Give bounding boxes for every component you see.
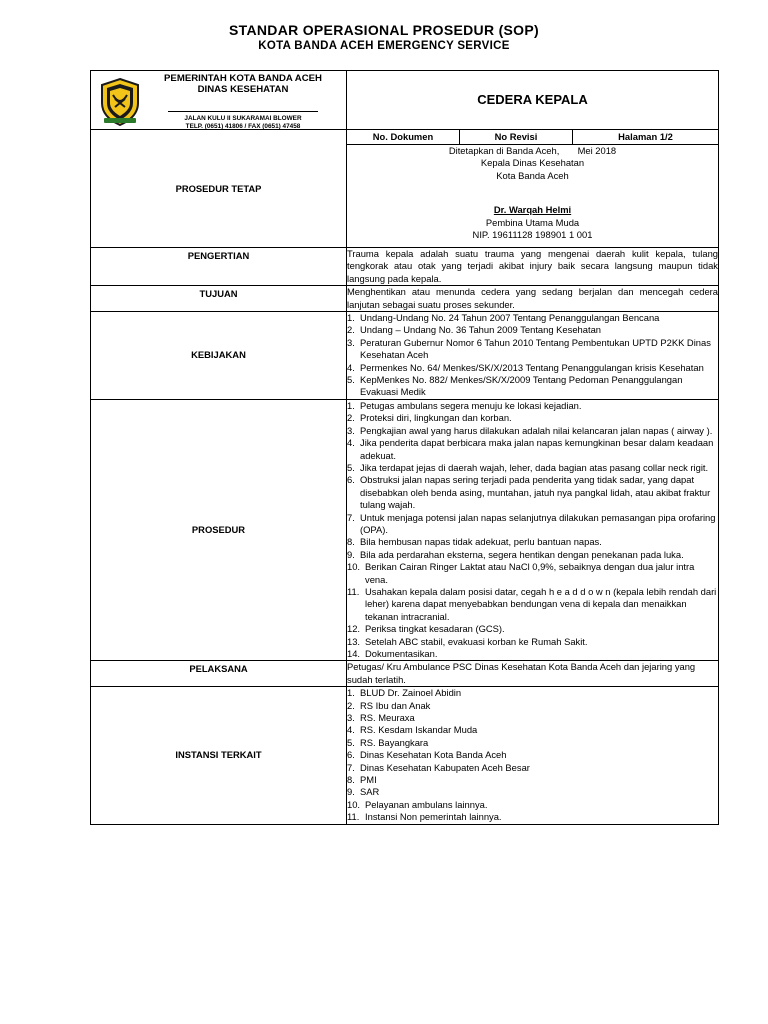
section-label-kebijakan: KEBIJAKAN <box>91 312 347 400</box>
pelaksana-text: Petugas/ Kru Ambulance PSC Dinas Kesehatan Kota Banda Aceh dan jejaring yang sudah terlatih. <box>347 661 719 687</box>
instansi-item-text: Pelayanan ambulans lainnya. <box>365 798 488 810</box>
instansi-item <box>347 737 718 749</box>
instansi-item-number: 7. <box>347 761 355 773</box>
prosedur-cell <box>347 399 719 661</box>
kebijakan-item <box>347 362 718 374</box>
instansi-item-number: 1. <box>347 687 355 699</box>
doc-number-label: No. Dokumen <box>347 130 460 145</box>
instansi-item-number: 6. <box>347 749 355 761</box>
instansi-item-number: 11. <box>347 811 360 823</box>
prosedur-item <box>347 536 718 548</box>
prosedur-item-number: 5. <box>347 461 355 473</box>
instansi-item-text: Dinas Kesehatan Kota Banda Aceh <box>360 749 507 761</box>
instansi-item-number: 4. <box>347 724 355 736</box>
prosedur-item-number: 14. <box>347 648 361 659</box>
instansi-item <box>347 749 718 761</box>
approval-place-date: Ditetapkan di Banda Aceh, Mei 2018 <box>448 145 617 156</box>
approval-block <box>347 145 719 248</box>
prosedur-item-text: Jika terdapat jejas di daerah wajah, leher, dada bagian atas pasang collar neck rigit. <box>360 461 709 473</box>
prosedur-item <box>347 412 718 424</box>
tujuan-text: Menghentikan atau menunda cedera yang sedang berjalan dan mencegah cedera lanjutan sebagai suatu proses sekunder. <box>347 286 718 310</box>
instansi-item <box>347 786 718 798</box>
prosedur-item <box>347 425 718 437</box>
section-label-tujuan: TUJUAN <box>91 286 347 312</box>
prosedur-item-number: 2. <box>347 412 355 424</box>
prosedur-item <box>347 512 718 537</box>
prosedur-item <box>347 437 718 462</box>
prosedur-item-text: Bila ada perdarahan eksterna, segera hentikan dengan penekanan pada luka. <box>360 548 684 560</box>
prosedur-item-number: 1. <box>347 399 355 411</box>
prosedur-item-number: 9. <box>347 548 355 560</box>
kebijakan-cell <box>347 312 719 400</box>
org-name: PEMERINTAH KOTA BANDA ACEH <box>164 73 322 84</box>
prosedur-item-text: Usahakan kepala dalam posisi datar, cegah h e a d d o w n (kepala lebih rendah dari leher) karena dapat menyebabkan bendungan vena di kepala dan menaikkan tekanan intracranial. <box>365 585 717 622</box>
instansi-item-text: RS. Meuraxa <box>360 712 415 724</box>
prosedur-item-text: Dokumentasikan. <box>365 648 438 659</box>
prosedur-item-text: Untuk menjaga potensi jalan napas selanjutnya dilakukan pemasangan pipa orofaring (OPA). <box>360 511 716 535</box>
banda-aceh-crest-icon <box>98 77 142 127</box>
instansi-item-text: RS. Bayangkara <box>360 736 429 748</box>
prosedur-item <box>347 648 718 660</box>
section-label-prosedur-tetap: PROSEDUR TETAP <box>91 130 347 248</box>
kebijakan-item-number: 4. <box>347 361 355 373</box>
prosedur-item <box>347 623 718 635</box>
page-label: Halaman 1/2 <box>573 130 719 145</box>
section-label-prosedur: PROSEDUR <box>91 399 347 661</box>
approval-rank: Pembina Utama Muda <box>485 216 580 228</box>
sop-table <box>90 70 719 825</box>
instansi-item-number: 2. <box>347 699 355 711</box>
instansi-item-text: Dinas Kesehatan Kabupaten Aceh Besar <box>360 761 530 773</box>
instansi-item <box>347 774 718 786</box>
instansi-cell <box>347 687 719 824</box>
kebijakan-item-text: KepMenkes No. 882/ Menkes/SK/X/2009 Tentang Pedoman Penanggulangan Evakuasi Medik <box>360 374 683 398</box>
kebijakan-item <box>347 337 718 362</box>
prosedur-item-text: Periksa tingkat kesadaran (GCS). <box>365 623 505 635</box>
prosedur-item-text: Jika penderita dapat berbicara maka jalan napas kemungkinan besar dalam keadaan adekuat. <box>360 437 714 461</box>
kebijakan-item-number: 2. <box>347 324 355 336</box>
document-title: STANDAR OPERASIONAL PROSEDUR (SOP) <box>229 22 539 38</box>
org-header-cell <box>91 71 347 130</box>
document-subtitle: KOTA BANDA ACEH EMERGENCY SERVICE <box>258 40 510 52</box>
prosedur-item <box>347 586 718 623</box>
prosedur-item-number: 4. <box>347 437 355 449</box>
kebijakan-item-number: 1. <box>347 312 355 324</box>
instansi-item-number: 8. <box>347 774 355 786</box>
pengertian-text: Trauma kepala adalah suatu trauma yang mengenai daerah kulit kepala, tulang tengkorak atau otak yang terjadi akibat injury baik secara langsung maupun tidak langsung pada kepala. <box>347 248 718 284</box>
prosedur-item-text: Setelah ABC stabil, evakuasi korban ke Rumah Sakit. <box>365 635 588 647</box>
org-phone: TELP. (0651) 41806 / FAX (0651) 47458 <box>185 123 301 130</box>
revision-label: No Revisi <box>460 130 573 145</box>
kebijakan-item-text: Undang-Undang No. 24 Tahun 2007 Tentang Penanggulangan Bencana <box>360 312 660 324</box>
instansi-list <box>347 687 718 823</box>
org-department: DINAS KESEHATAN <box>197 84 289 95</box>
prosedur-item-text: Proteksi diri, lingkungan dan korban. <box>360 412 512 424</box>
approval-city: Kota Banda Aceh <box>496 169 569 181</box>
prosedur-list <box>347 400 718 661</box>
instansi-item-text: PMI <box>360 774 377 786</box>
prosedur-item-text: Berikan Cairan Ringer Laktat atau NaCl 0,9%, sebaiknya dengan dua jalur intra vena. <box>365 561 695 585</box>
instansi-item <box>347 712 718 724</box>
instansi-item <box>347 799 718 811</box>
prosedur-item-text: Pengkajian awal yang harus dilakukan adalah nilai kelancaran jalan napas ( airway ). <box>360 424 713 436</box>
approval-position: Kepala Dinas Kesehatan <box>480 157 585 169</box>
prosedur-item <box>347 462 718 474</box>
instansi-item <box>347 700 718 712</box>
kebijakan-item <box>347 324 718 336</box>
prosedur-item <box>347 474 718 511</box>
instansi-item <box>347 811 718 823</box>
prosedur-item-number: 3. <box>347 424 355 436</box>
section-label-instansi: INSTANSI TERKAIT <box>91 687 347 824</box>
section-label-pengertian: PENGERTIAN <box>91 248 347 286</box>
prosedur-item <box>347 549 718 561</box>
topic-title: CEDERA KEPALA <box>347 71 719 130</box>
org-block <box>143 73 343 131</box>
prosedur-item-number: 11. <box>347 585 360 597</box>
kebijakan-list <box>347 312 718 399</box>
kebijakan-item-text: Peraturan Gubernur Nomor 6 Tahun 2010 Tentang Pembentukan UPTD P2KK Dinas Kesehatan Aceh <box>360 336 711 361</box>
instansi-item-text: Instansi Non pemerintah lainnya. <box>365 811 502 823</box>
instansi-item-text: RS. Kesdam Iskandar Muda <box>360 724 478 736</box>
prosedur-item <box>347 561 718 586</box>
instansi-item-number: 3. <box>347 712 355 724</box>
instansi-item-number: 5. <box>347 736 355 748</box>
kebijakan-item-number: 3. <box>347 336 355 348</box>
instansi-item-number: 10. <box>347 798 361 810</box>
prosedur-item-number: 13. <box>347 635 361 647</box>
kebijakan-item <box>347 312 718 324</box>
kebijakan-item <box>347 374 718 399</box>
kebijakan-item-number: 5. <box>347 374 355 386</box>
prosedur-item-number: 7. <box>347 511 355 523</box>
prosedur-item <box>347 636 718 648</box>
org-divider <box>168 111 318 112</box>
prosedur-item-number: 12. <box>347 623 361 635</box>
prosedur-item-text: Obstruksi jalan napas sering terjadi pada penderita yang tidak sadar, yang dapat disebabkan oleh benda asing, muntahan, jatuh nya pangkal lidah, atau akibat fraktur tulang wajah. <box>360 474 711 511</box>
instansi-item-number: 9. <box>347 786 355 798</box>
instansi-item <box>347 687 718 699</box>
prosedur-item-number: 10. <box>347 561 361 573</box>
approval-nip: NIP. 19611128 198901 1 001 <box>472 229 593 241</box>
kebijakan-item-text: Permenkes No. 64/ Menkes/SK/X/2013 Tentang Penanggulangan krisis Kesehatan <box>360 361 704 373</box>
instansi-item <box>347 762 718 774</box>
section-label-pelaksana: PELAKSANA <box>91 661 347 687</box>
prosedur-item-text: Petugas ambulans segera menuju ke lokasi kejadian. <box>360 399 582 411</box>
prosedur-item-text: Bila hembusan napas tidak adekuat, perlu bantuan napas. <box>360 536 602 548</box>
approval-name: Dr. Warqah Helmi <box>493 204 572 216</box>
instansi-item-text: SAR <box>360 786 380 798</box>
instansi-item <box>347 724 718 736</box>
instansi-item-text: BLUD Dr. Zainoel Abidin <box>360 687 462 699</box>
kebijakan-item-text: Undang – Undang No. 36 Tahun 2009 Tentang Kesehatan <box>360 324 601 336</box>
prosedur-item-number: 8. <box>347 536 355 548</box>
prosedur-item-number: 6. <box>347 474 355 486</box>
prosedur-item <box>347 400 718 412</box>
instansi-item-text: RS Ibu dan Anak <box>360 699 431 711</box>
org-address: JALAN KULU II SUKARAMAI BLOWER <box>184 115 302 122</box>
